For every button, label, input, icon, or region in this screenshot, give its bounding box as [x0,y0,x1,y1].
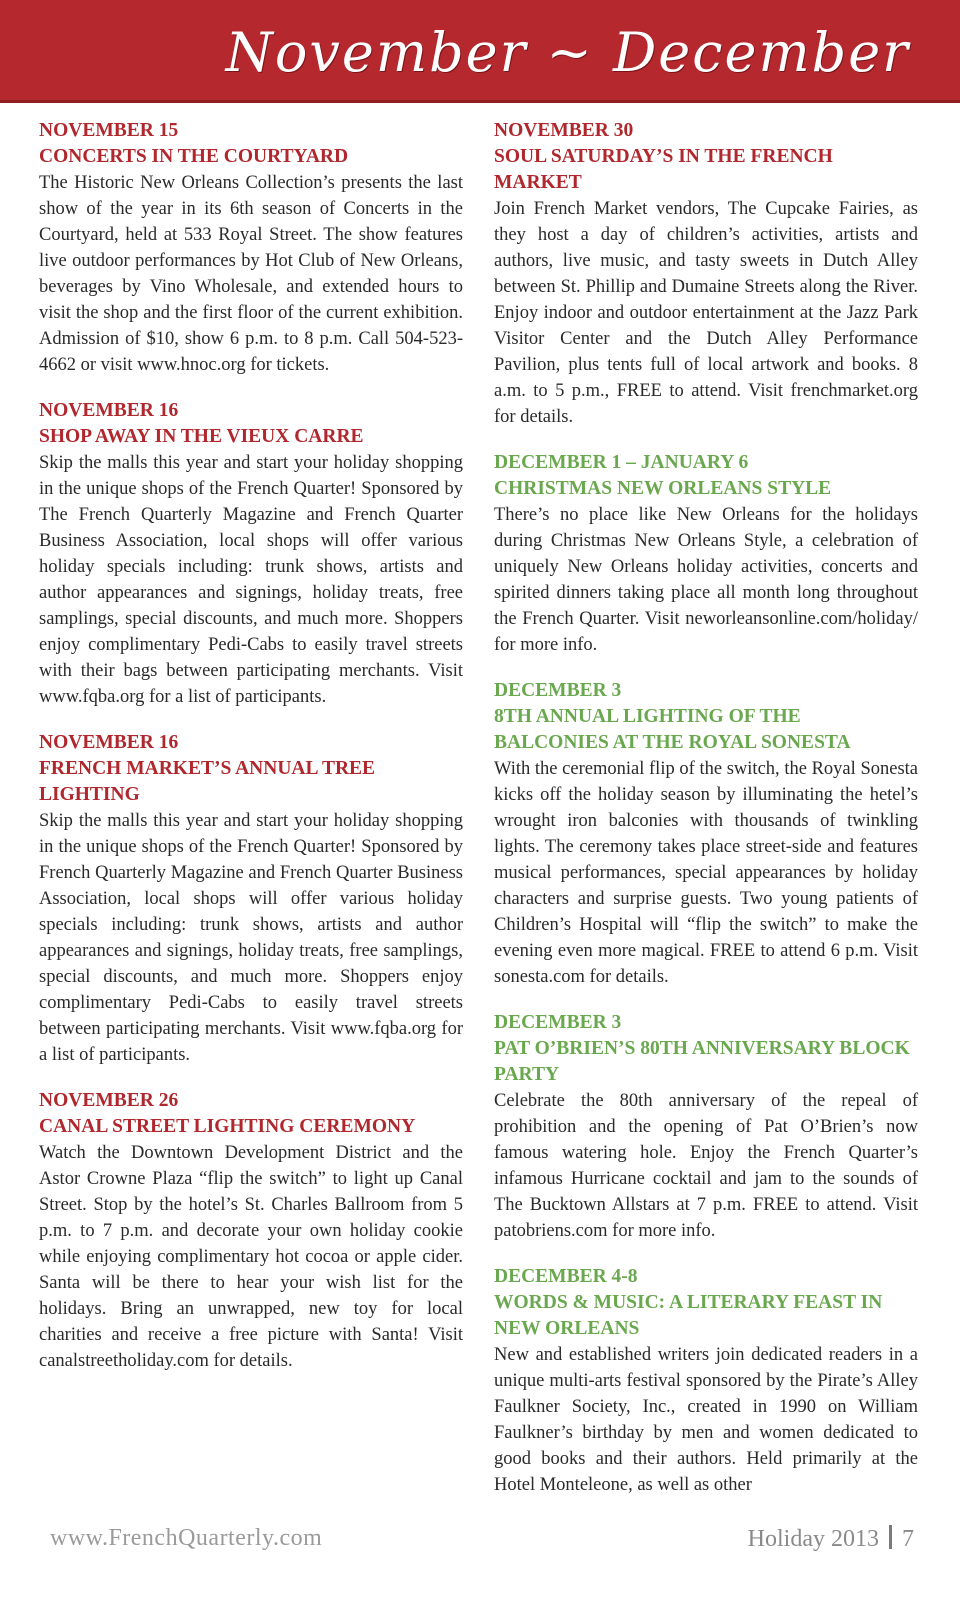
event-title: WORDS & MUSIC: A LITERARY FEAST IN NEW ORLEANS [494,1292,883,1339]
event-description: Skip the malls this year and start your holiday shopping in the unique shops of the French Quarter! Sponsored by French Quarterly Magazine and French Quarter Business Association, local shops will offer various holiday specials including: trunk shows, artists and author appearances and signings, holiday treats, free samplings, special discounts, and much more. Shoppers enjoy complimentary Pedi-Cabs to easily travel streets between participating merchants. Visit www.fqba.org for a list of participants. [39,811,463,1065]
event-title: SHOP AWAY IN THE VIEUX CARRE [39,426,364,447]
header-banner [0,0,960,103]
event-entry [39,730,463,1068]
event-date: DECEMBER 3 [494,1012,622,1033]
event-description: There’s no place like New Orleans for the holidays during Christmas New Orleans Style, a celebration of uniquely New Orleans holiday activities, concerts and spirited dinners taking place all month long throughout the French Quarter. Visit neworleansonline.com/holiday/ for more info. [494,505,918,655]
event-description: Join French Market vendors, The Cupcake Fairies, as they host a day of children’s activities, artists and authors, live music, and tasty sweets in Dutch Alley between St. Phillip and Dumaine Streets along the River. Enjoy indoor and outdoor entertainment at the Jazz Park Visitor Center and the Dutch Alley Performance Pavilion, plus tents full of local artwork and books. 8 a.m. to 5 p.m., FREE to attend. Visit frenchmarket.org for details. [494,199,918,427]
event-description: The Historic New Orleans Collection’s presents the last show of the year in its 6th season of Concerts in the Courtyard, held at 533 Royal Street. The show features live outdoor performances by Hot Club of New Orleans, beverages by Vino Wholesale, and extended hours to visit the shop and the first floor of the current exhibition. Admission of $10, show 6 p.m. to 8 p.m. Call 504-523-4662 or visit www.hnoc.org for tickets. [39,173,463,375]
event-title: PAT O’BRIEN’S 80TH ANNIVERSARY BLOCK PARTY [494,1038,910,1085]
event-date: DECEMBER 3 [494,680,622,701]
footer-divider [889,1525,892,1549]
event-description: Watch the Downtown Development District and the Astor Crowne Plaza “flip the switch” to light up Canal Street. Stop by the hotel’s St. Charles Ballroom from 5 p.m. to 7 p.m. and decorate your own holiday cookie while enjoying complimentary hot cocoa or apple cider. Santa will be there to hear your wish list for the holidays. Bring an unwrapped, new toy for local charities and receive a free picture with Santa! Visit canalstreetholiday.com for details. [39,1143,463,1371]
event-entry [494,1010,918,1244]
page-title: November ~ December [225,21,910,84]
event-entry [39,118,463,378]
event-entry [494,678,918,990]
footer-issue-label: Holiday 2013 [747,1526,879,1552]
left-column [39,118,463,1394]
event-description: With the ceremonial flip of the switch, the Royal Sonesta kicks off the holiday season by illuminating the hetel’s wrought iron balconies with thousands of twinkling lights. The ceremony takes place street-side and features musical performances, special appearances by holiday characters and surprise guests. Two young patients of Children’s Hospital will “flip the switch” to make the evening even more magical. FREE to attend 6 p.m. Visit sonesta.com for details. [494,759,918,987]
event-entry [494,450,918,658]
event-date: NOVEMBER 16 [39,732,179,753]
page-footer [0,1525,960,1565]
event-date: DECEMBER 4-8 [494,1266,638,1287]
event-date: NOVEMBER 26 [39,1090,179,1111]
event-title: 8TH ANNUAL LIGHTING OF THE BALCONIES AT THE ROYAL SONESTA [494,706,851,753]
event-description: Celebrate the 80th anniversary of the repeal of prohibition and the opening of Pat O’Brien’s now famous watering hole. Enjoy the French Quarter’s infamous Hurricane cocktail and jam to the sounds of The Bucktown Allstars at 7 p.m. FREE to attend. Visit patobriens.com for more info. [494,1091,918,1241]
event-description: New and established writers join dedicated readers in a unique multi-arts festival sponsored by the Pirate’s Alley Faulkner Society, Inc., created in 1990 on William Faulkner’s birthday by men and women dedicated to good books and their authors. Held primarily at the Hotel Monteleone, as well as other [494,1345,918,1495]
event-title: SOUL SATURDAY’S IN THE FRENCH MARKET [494,146,833,193]
event-entry [39,398,463,710]
page-number: 7 [902,1526,914,1552]
event-description: Skip the malls this year and start your holiday shopping in the unique shops of the French Quarter! Sponsored by The French Quarterly Magazine and French Quarter Business Association, local shops will offer various holiday specials including: trunk shows, artists and author appearances and signings, holiday treats, free samplings, special discounts, and much more. Shoppers enjoy complimentary Pedi-Cabs to easily travel streets with their bags between participating merchants. Visit www.fqba.org for a list of participants. [39,453,463,707]
event-title: CHRISTMAS NEW ORLEANS STYLE [494,478,832,499]
footer-issue-info [748,1525,914,1553]
event-date: NOVEMBER 16 [39,400,179,421]
event-entry [39,1088,463,1374]
footer-website-url[interactable]: www.FrenchQuarterly.com [50,1525,323,1551]
event-title: FRENCH MARKET’S ANNUAL TREE LIGHTING [39,758,376,805]
event-title: CONCERTS IN THE COURTYARD [39,146,349,167]
event-date: NOVEMBER 30 [494,120,634,141]
event-entry [494,1264,918,1498]
event-entry [494,118,918,430]
right-column [494,118,918,1518]
event-date: DECEMBER 1 – JANUARY 6 [494,452,749,473]
event-title: CANAL STREET LIGHTING CEREMONY [39,1116,416,1137]
event-date: NOVEMBER 15 [39,120,179,141]
